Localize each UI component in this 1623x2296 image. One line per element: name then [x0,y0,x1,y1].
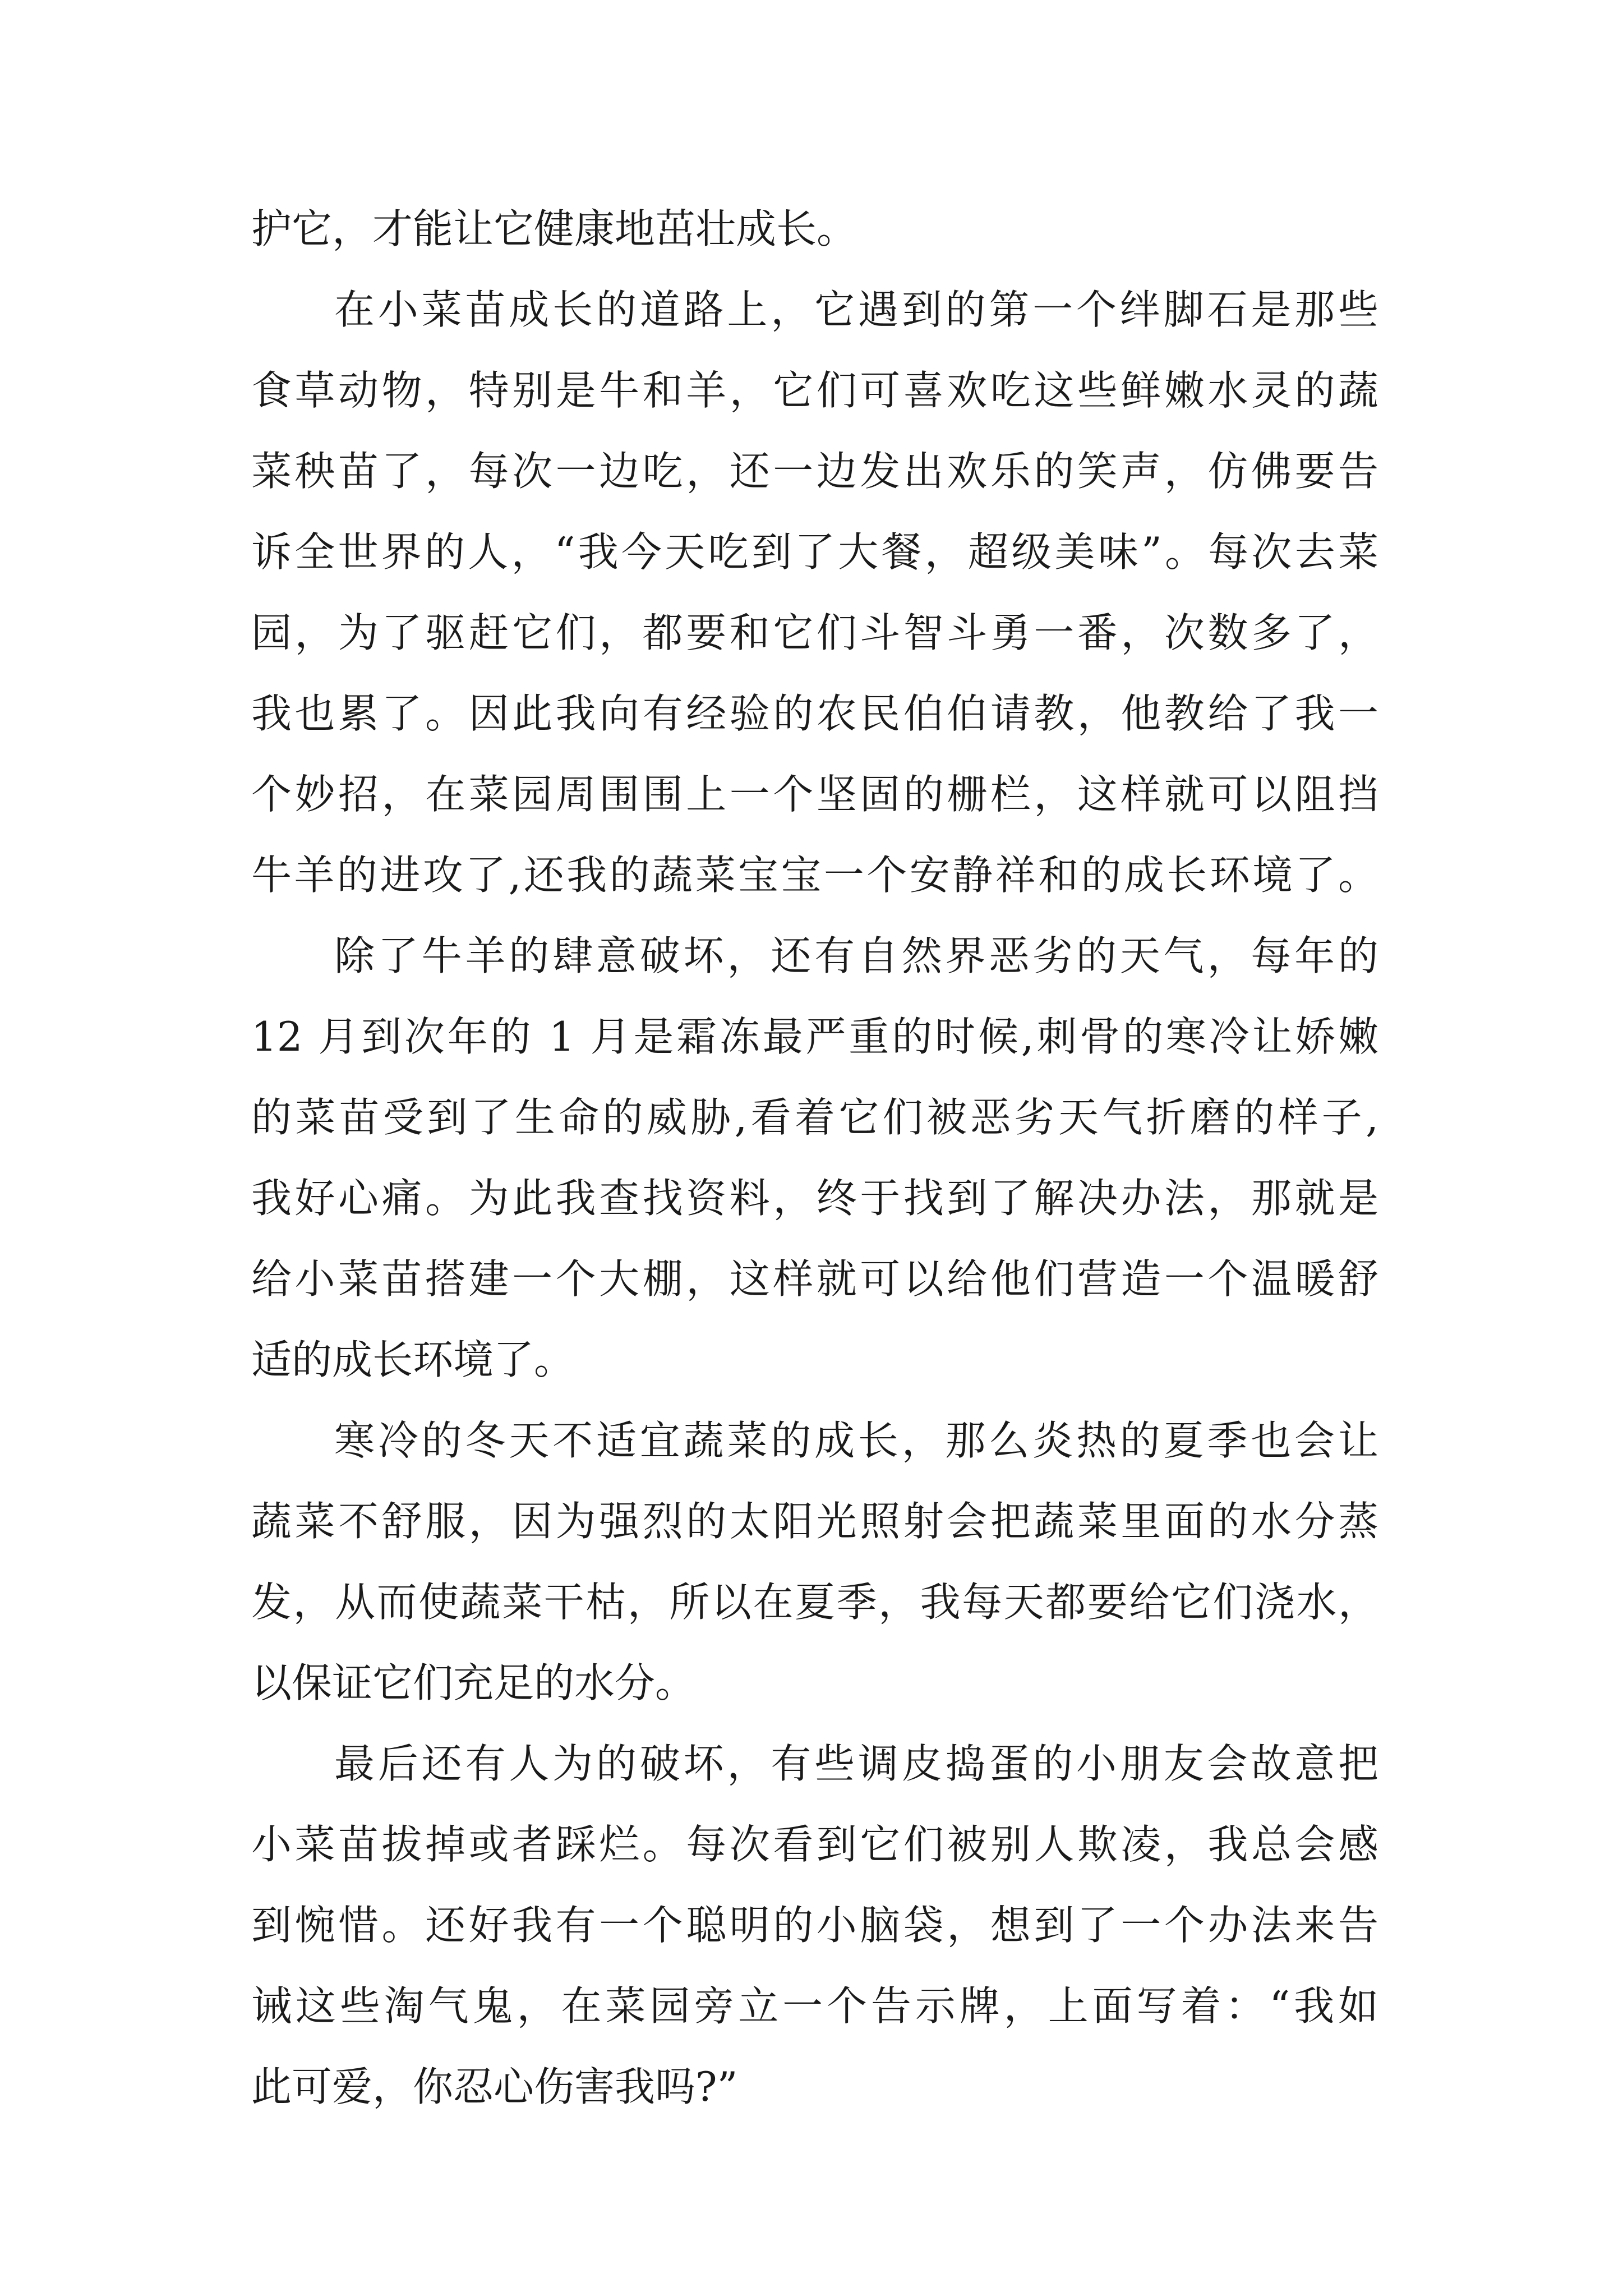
text-line: 蔬菜不舒服，因为强烈的太阳光照射会把蔬菜里面的水分蒸 [251,1498,1378,1545]
text-line: 诉全世界的人，“我今天吃到了大餐，超级美味”。每次去菜 [251,528,1378,576]
text-line: 12 月到次年的 1 月是霜冻最严重的时候,刺骨的寒冷让娇嫩 [251,1013,1378,1060]
paragraph-first-line: 寒冷的冬天不适宜蔬菜的成长，那么炎热的夏季也会让 [334,1417,1378,1464]
text-line: 的菜苗受到了生命的威胁,看着它们被恶劣天气折磨的样子, [251,1094,1378,1141]
paragraph-first-line: 除了牛羊的肆意破坏，还有自然界恶劣的天气，每年的 [334,932,1378,979]
paragraph-first-line: 最后还有人为的破坏，有些调皮捣蛋的小朋友会故意把 [334,1740,1378,1787]
text-line: 诫这些淘气鬼，在菜园旁立一个告示牌，上面写着：“我如 [251,1982,1378,2030]
text-line: 护它，才能让它健康地茁壮成长。 [251,205,857,252]
text-line: 给小菜苗搭建一个大棚，这样就可以给他们营造一个温暖舒 [251,1255,1378,1303]
text-line: 牛羊的进攻了,还我的蔬菜宝宝一个安静祥和的成长环境了。 [251,852,1378,899]
text-line: 我好心痛。为此我查找资料，终于找到了解决办法，那就是 [251,1175,1378,1222]
paragraph-first-line: 在小菜苗成长的道路上，它遇到的第一个绊脚石是那些 [334,286,1378,333]
text-line: 菜秧苗了，每次一边吃，还一边发出欢乐的笑声，仿佛要告 [251,448,1378,495]
text-line: 园，为了驱赶它们，都要和它们斗智斗勇一番，次数多了， [251,609,1378,656]
text-line: 个妙招，在菜园周围围上一个坚固的栅栏，这样就可以阻挡 [251,771,1378,818]
text-line: 适的成长环境了。 [251,1336,575,1383]
text-line: 食草动物，特别是牛和羊，它们可喜欢吃这些鲜嫩水灵的蔬 [251,367,1378,414]
text-line: 我也累了。因此我向有经验的农民伯伯请教，他教给了我一 [251,690,1378,737]
text-line: 到惋惜。还好我有一个聪明的小脑袋，想到了一个办法来告 [251,1902,1378,1949]
text-line: 发，从而使蔬菜干枯，所以在夏季，我每天都要给它们浇水， [251,1579,1378,1626]
text-line: 以保证它们充足的水分。 [251,1659,696,1706]
text-line: 此可爱，你忍心伤害我吗?” [251,2063,738,2110]
text-line: 小菜苗拔掉或者踩烂。每次看到它们被别人欺凌，我总会感 [251,1821,1378,1868]
